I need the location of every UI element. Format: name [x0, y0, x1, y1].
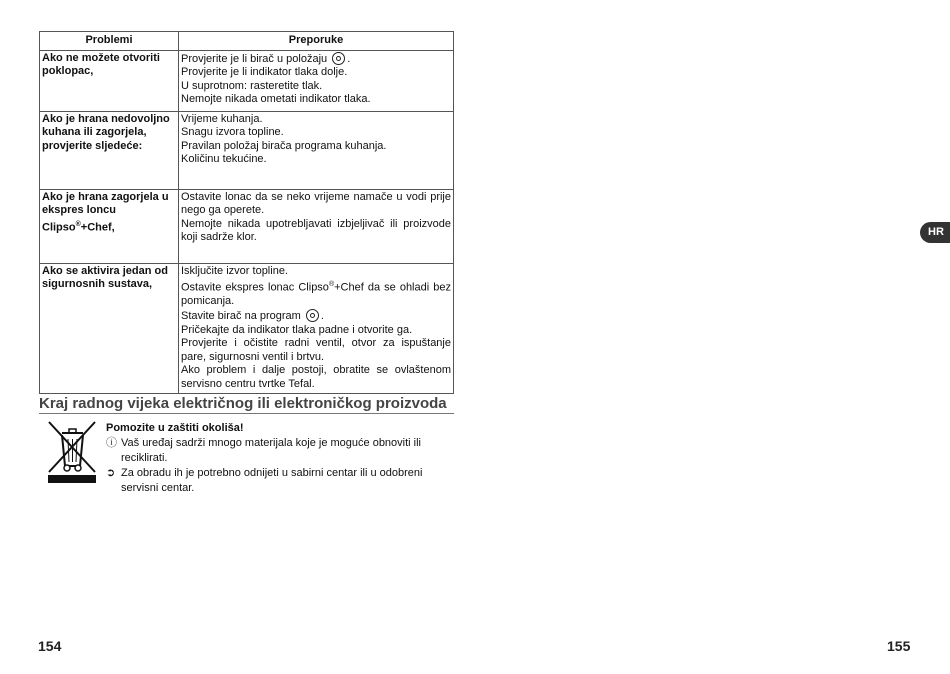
info-icon: ⓘ — [106, 437, 117, 449]
registered-mark: ® — [75, 220, 81, 228]
pressure-dial-icon — [306, 309, 319, 322]
table-row — [40, 263, 454, 393]
recommendation-line: Nemojte nikada upotrebljavati izbjeljivač ili proizvode koji sadrže klor. — [181, 217, 451, 244]
list-item — [106, 466, 436, 496]
page-number-right: 155 — [887, 638, 911, 654]
pressure-dial-icon — [332, 52, 345, 65]
problem-text: +Chef, — [80, 221, 115, 234]
line-text: . — [347, 52, 351, 65]
recommendation-line: Snagu izvora topline. — [181, 126, 284, 139]
table-row — [40, 111, 454, 189]
header-problems: Problemi — [40, 32, 179, 51]
recommendation-line: Provjerite je li indikator tlaka dolje. — [181, 66, 348, 79]
problem-cell: Ako ne možete otvoriti poklopac, — [40, 50, 179, 111]
recommendation-line: Vrijeme kuhanja. — [181, 112, 263, 125]
recommendation-line: Nemojte nikada ometati indikator tlaka. — [181, 93, 371, 106]
environment-heading: Pomozite u zaštiti okoliša! — [106, 422, 244, 434]
problem-cell: Ako se aktivira jedan od sigurnosnih sustava, — [40, 263, 179, 393]
recommendation-line — [181, 278, 451, 309]
troubleshooting-table — [39, 31, 454, 394]
list-item — [106, 436, 436, 466]
recommendation-line: Količinu tekućine. — [181, 153, 267, 166]
recommendation-cell — [179, 50, 454, 111]
section-title: Kraj radnog vijeka električnog ili elektroničkog proizvoda — [39, 395, 454, 414]
problem-cell: Ako je hrana nedovoljno kuhana ili zagorjela, provjerite sljedeće: — [40, 111, 179, 189]
table-row — [40, 189, 454, 263]
header-recommendations: Preporuke — [179, 32, 454, 51]
recommendation-line: Pričekajte da indikator tlaka padne i otvorite ga. — [181, 323, 413, 336]
problem-text: Ako je hrana zagorjela u ekspres loncu Clipso — [42, 190, 169, 234]
recommendation-line — [181, 309, 451, 324]
environment-notice — [106, 421, 436, 496]
line-text: Ostavite ekspres lonac Clipso — [181, 281, 329, 294]
recommendation-cell — [179, 111, 454, 189]
recommendation-line: Isključite izvor topline. — [181, 264, 288, 277]
page-number-left: 154 — [38, 638, 62, 654]
problem-cell — [40, 189, 179, 263]
language-tab: HR — [920, 222, 950, 243]
arrow-bullet-icon: ➲ — [106, 467, 116, 479]
list-item-text: Vaš uređaj sadrži mnogo materijala koje je moguće obnoviti ili reciklirati. — [121, 437, 422, 464]
line-text: . — [320, 310, 324, 323]
recommendation-line: Ako problem i dalje postoji, obratite se ovlaštenom servisno centru tvrtke Tefal. — [181, 364, 451, 390]
crossed-out-bin-icon — [46, 420, 98, 484]
table-row — [40, 50, 454, 111]
recommendation-line: Provjerite i očistite radni ventil, otvor za ispuštanje pare, sigurnosni ventil i brtvu. — [181, 337, 451, 363]
table-header-row — [40, 32, 454, 51]
line-text: Stavite birač na program — [181, 310, 301, 323]
recommendation-line — [181, 52, 451, 67]
line-text: +Chef da se ohladi bez pomicanja. — [181, 281, 451, 308]
recommendation-line: U suprotnom: rasteretite tlak. — [181, 79, 323, 92]
recommendation-line: Ostavite lonac da se neko vrijeme namače u vodi prije nego ga operete. — [181, 190, 451, 217]
list-item-text: Za obradu ih je potrebno odnijeti u sabirni centar ili u odobreni servisni centar. — [121, 467, 423, 494]
recommendation-cell — [179, 189, 454, 263]
registered-mark: ® — [328, 281, 335, 289]
recommendation-cell — [179, 263, 454, 393]
line-text: Provjerite je li birač u položaju — [181, 52, 328, 65]
recommendation-line: Pravilan položaj birača programa kuhanja. — [181, 139, 387, 152]
